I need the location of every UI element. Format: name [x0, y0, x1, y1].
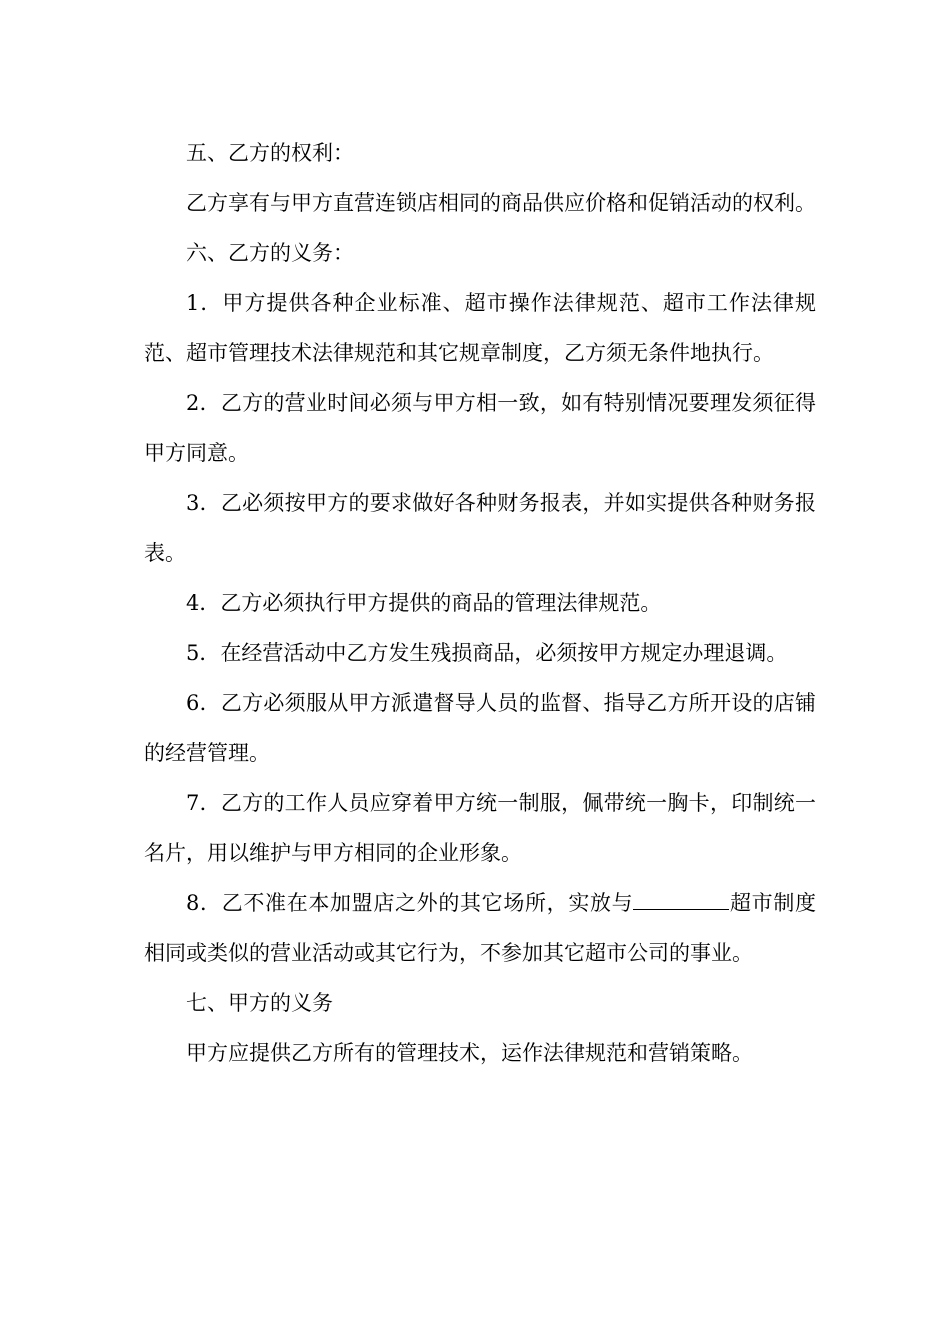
obligation-item-4: 4．乙方必须执行甲方提供的商品的管理法律规范。: [186, 591, 662, 615]
section-5-title: 五、乙方的权利：: [186, 141, 354, 165]
document-body: [144, 128, 816, 1078]
obligation-item-8: [144, 878, 816, 978]
section-7-body: 甲方应提供乙方所有的管理技术，运作法律规范和营销策略。: [186, 1041, 753, 1065]
obligation-item-7: 7．乙方的工作人员应穿着甲方统一制服，佩带统一胸卡，印制统一名片，用以维护与甲方相同的企业形象。: [144, 791, 816, 865]
obligation-item-1: 1．甲方提供各种企业标准、超市操作法律规范、超市工作法律规范、超市管理技术法律规范和其它规章制度，乙方须无条件地执行。: [144, 291, 816, 365]
obligation-item-5: 5．在经营活动中乙方发生残损商品，必须按甲方规定办理退调。: [186, 641, 788, 665]
obligation-item-8-start: 8．乙不准在本加盟店之外的其它场所，实放与: [186, 891, 634, 915]
section-5-body: 乙方享有与甲方直营连锁店相同的商品供应价格和促销活动的权利。: [186, 191, 816, 215]
section-7-title: 七、甲方的义务: [186, 991, 333, 1015]
obligation-item-2: 2．乙方的营业时间必须与甲方相一致，如有特别情况要理发须征得甲方同意。: [144, 391, 816, 465]
section-6-title: 六、乙方的义务：: [186, 241, 354, 265]
obligation-item-8-end: 超市制度相同或类似的营业活动或其它行为，不参加其它超市公司的事业。: [144, 891, 817, 965]
obligation-item-6: 6．乙方必须服从甲方派遣督导人员的监督、指导乙方所开设的店铺的经营管理。: [144, 691, 816, 765]
obligation-item-3: 3．乙必须按甲方的要求做好各种财务报表，并如实提供各种财务报表。: [144, 491, 816, 565]
fill-in-blank: [633, 889, 729, 910]
